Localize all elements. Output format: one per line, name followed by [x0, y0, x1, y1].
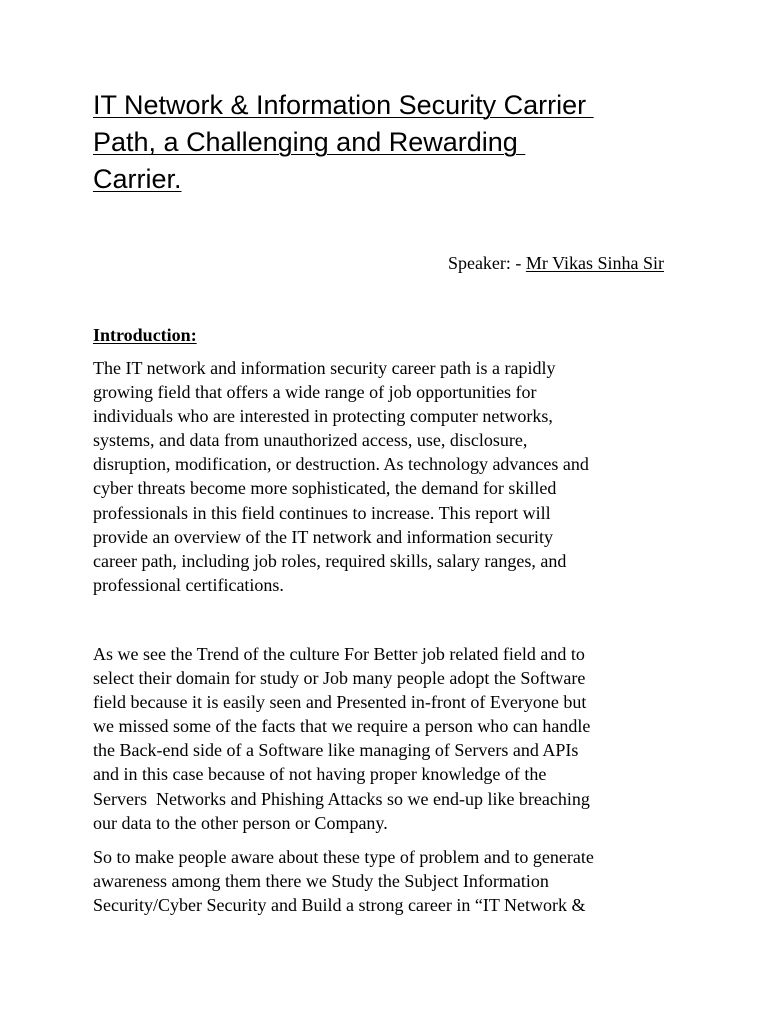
- paragraph-line: individuals who are interested in protecting computer networks,: [93, 406, 553, 427]
- paragraph-trend: [93, 642, 683, 835]
- paragraph-introduction: [93, 356, 683, 597]
- speaker-name: Mr Vikas Sinha Sir: [525, 253, 664, 273]
- paragraph-line: awareness among them there we Study the Subject Information: [93, 871, 549, 892]
- speaker-prefix: Speaker: -: [447, 253, 526, 273]
- paragraph-line: The IT network and information security career path is a rapidly: [93, 358, 556, 378]
- paragraph-line: field because it is easily seen and Presented in-front of Everyone but: [93, 692, 587, 713]
- title-line: Path, a Challenging and Rewarding: [93, 127, 526, 157]
- speaker-credit: [448, 251, 664, 275]
- paragraph-line: professionals in this field continues to increase. This report will: [93, 502, 551, 523]
- paragraph-line: disruption, modification, or destruction. As technology advances and: [93, 454, 589, 475]
- paragraph-line: So to make people aware about these type of problem and to generate: [93, 847, 594, 867]
- paragraph-line: select their domain for study or Job many people adopt the Software: [93, 668, 586, 689]
- paragraph-line: and in this case because of not having proper knowledge of the: [93, 764, 547, 785]
- title-line: Carrier.: [93, 164, 182, 194]
- paragraph-line: systems, and data from unauthorized access, use, disclosure,: [93, 430, 528, 451]
- paragraph-line: our data to the other person or Company.: [93, 812, 388, 833]
- paragraph-line: career path, including job roles, required skills, salary ranges, and: [93, 550, 567, 571]
- paragraph-line: cyber threats become more sophisticated, the demand for skilled: [93, 478, 557, 499]
- title-line: IT Network & Information Security Carrier: [93, 90, 594, 120]
- paragraph-line: provide an overview of the IT network and information security: [93, 526, 554, 547]
- paragraph-line: As we see the Trend of the culture For Better job related field and to: [93, 644, 585, 664]
- document-title: [93, 87, 693, 198]
- paragraph-line: professional certifications.: [93, 574, 284, 595]
- paragraph-line: Security/Cyber Security and Build a strong career in “IT Network &: [93, 895, 586, 916]
- paragraph-line: growing field that offers a wide range of job opportunities for: [93, 382, 537, 403]
- paragraph-line: the Back-end side of a Software like managing of Servers and APIs: [93, 740, 579, 761]
- paragraph-awareness: [93, 845, 683, 917]
- paragraph-line: Servers Networks and Phishing Attacks so we end-up like breaching: [93, 788, 590, 809]
- paragraph-line: we missed some of the facts that we require a person who can handle: [93, 716, 591, 737]
- section-heading-introduction: Introduction:: [93, 325, 197, 345]
